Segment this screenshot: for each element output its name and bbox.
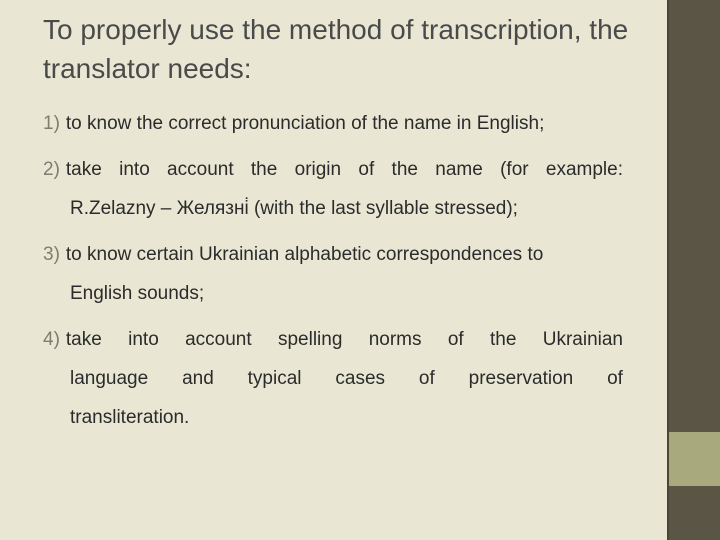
- item-line: [43, 320, 623, 359]
- word: language: [70, 368, 149, 389]
- item-number: 2): [43, 159, 60, 180]
- item-text-continued: transliteration.: [70, 407, 190, 428]
- item-text-spread: [43, 359, 623, 398]
- word: cases: [335, 368, 386, 389]
- item-text: to know the correct pronunciation of the name in English;: [65, 113, 545, 134]
- requirements-list: [43, 104, 623, 444]
- list-item-3: [43, 235, 623, 313]
- slide-title: To properly use the method of transcription, the translator needs:: [43, 14, 629, 84]
- item-text: take into account the origin of the name (for example:: [65, 159, 623, 180]
- list-item-4: [43, 320, 623, 437]
- word: of: [418, 368, 435, 389]
- word: of: [607, 368, 623, 389]
- decorative-sidebar: [667, 0, 720, 540]
- sidebar-accent-block: [669, 432, 720, 486]
- word: preservation: [468, 368, 574, 389]
- item-text: to know certain Ukrainian alphabetic correspondences to: [65, 244, 544, 265]
- list-item-1: [43, 104, 623, 143]
- item-number: 3): [43, 244, 60, 265]
- word: and: [182, 368, 214, 389]
- item-number: 4): [43, 329, 60, 350]
- item-text-continued: English sounds;: [70, 283, 205, 304]
- item-number: 1): [43, 113, 60, 134]
- word: typical: [247, 368, 302, 389]
- item-text: take into account spelling norms of the Ukrainian: [65, 329, 623, 350]
- list-item-2: [43, 150, 623, 228]
- item-line: [43, 150, 623, 189]
- item-text-continued: R.Zelazny – Желязнi̇ (with the last syllable stressed);: [70, 198, 518, 219]
